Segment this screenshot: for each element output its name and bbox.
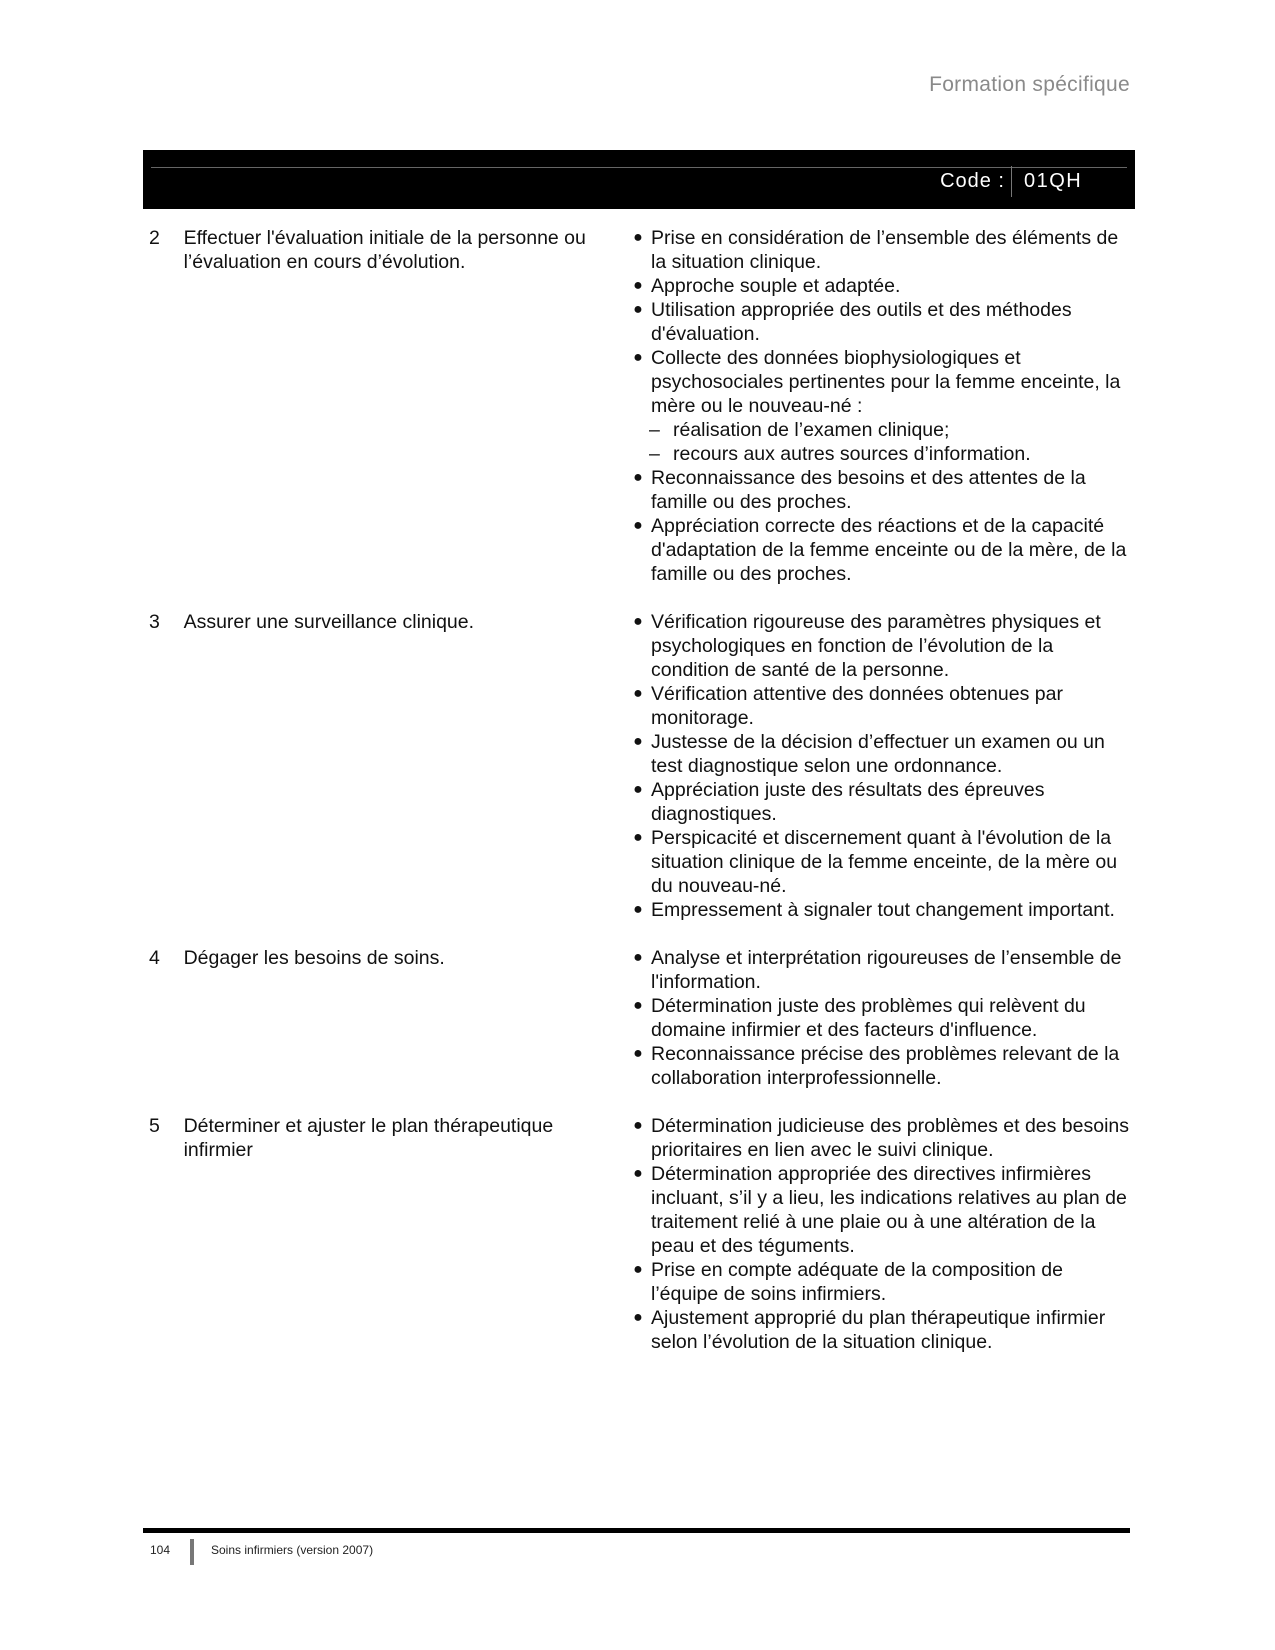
bullet-icon: ● [633, 469, 643, 486]
footer-divider [190, 1539, 194, 1565]
bullet-icon: ● [633, 349, 643, 366]
bullet-icon: ● [633, 277, 643, 294]
competency-table [143, 226, 1135, 1378]
element-text: Effectuer l'évaluation initiale de la personne ou l’évaluation en cours d’évolution. [183, 227, 586, 273]
code-bar-rule [151, 167, 1127, 168]
criteria-sub-item [649, 418, 1135, 442]
performance-criteria [623, 610, 1135, 922]
criteria-text: Détermination juste des problèmes qui relèvent du domaine infirmier et des facteurs d'influence. [651, 995, 1086, 1041]
criteria-text: Reconnaissance des besoins et des attentes de la famille ou des proches. [651, 467, 1086, 513]
performance-criteria [623, 1114, 1135, 1354]
criteria-item [623, 610, 1135, 682]
criteria-text: Justesse de la décision d’effectuer un examen ou un test diagnostique selon une ordonnance. [651, 731, 1105, 777]
criteria-text: Collecte des données biophysiologiques et psychosociales pertinentes pour la femme enceinte, la mère ou le nouveau-né : [651, 347, 1121, 417]
criteria-text: Approche souple et adaptée. [651, 275, 901, 297]
criteria-text: Appréciation juste des résultats des épreuves diagnostiques. [651, 779, 1045, 825]
bullet-icon: ● [633, 781, 643, 798]
bullet-icon: ● [633, 229, 643, 246]
criteria-text: Détermination judicieuse des problèmes et des besoins prioritaires en lien avec le suivi clinique. [651, 1115, 1130, 1161]
code-value: 01QH [1011, 166, 1115, 197]
element-number: 5 [149, 1115, 160, 1137]
criteria-item [623, 778, 1135, 826]
element-text: Déterminer et ajuster le plan thérapeutique infirmier [183, 1115, 554, 1161]
competency-element [143, 946, 623, 1090]
bullet-icon: ● [633, 829, 643, 846]
bullet-icon: ● [633, 997, 643, 1014]
criteria-item [623, 1114, 1135, 1162]
bullet-icon: ● [633, 613, 643, 630]
bullet-icon: ● [633, 1261, 643, 1278]
code-bar [143, 150, 1135, 209]
footer-doc-title: Soins infirmiers (version 2007) [211, 1543, 374, 1557]
page-number: 104 [150, 1543, 171, 1557]
table-row [143, 1114, 1135, 1354]
table-row [143, 226, 1135, 586]
criteria-item [623, 274, 1135, 298]
code-label: Code : [940, 170, 1005, 192]
sub-item-text: réalisation de l’examen clinique; [673, 419, 950, 441]
criteria-item [623, 346, 1135, 418]
criteria-item [623, 1042, 1135, 1090]
criteria-text: Appréciation correcte des réactions et de la capacité d'adaptation de la femme enceinte ou de la mère, de la famille ou des proches. [651, 515, 1127, 585]
table-row [143, 946, 1135, 1090]
criteria-text: Empressement à signaler tout changement important. [651, 899, 1115, 921]
criteria-item [623, 946, 1135, 994]
criteria-text: Prise en considération de l’ensemble des éléments de la situation clinique. [651, 227, 1119, 273]
dash-icon: – [649, 419, 660, 441]
sub-item-text: recours aux autres sources d’information. [673, 443, 1031, 465]
criteria-item [623, 826, 1135, 898]
element-number: 2 [149, 227, 160, 249]
element-text: Assurer une surveillance clinique. [183, 611, 475, 633]
performance-criteria [623, 946, 1135, 1090]
criteria-text: Vérification rigoureuse des paramètres physiques et psychologiques en fonction de l’évolution de la condition de santé de la personne. [651, 611, 1101, 681]
criteria-text: Utilisation appropriée des outils et des méthodes d'évaluation. [651, 299, 1072, 345]
criteria-item [623, 1162, 1135, 1258]
criteria-item [623, 1306, 1135, 1354]
competency-element [143, 226, 623, 586]
criteria-text: Perspicacité et discernement quant à l'évolution de la situation clinique de la femme enceinte, de la mère ou du nouveau-né. [651, 827, 1118, 897]
criteria-text: Ajustement approprié du plan thérapeutique infirmier selon l’évolution de la situation clinique. [651, 1307, 1106, 1353]
criteria-item [623, 730, 1135, 778]
bullet-icon: ● [633, 1165, 643, 1182]
criteria-item [623, 898, 1135, 922]
criteria-text: Prise en compte adéquate de la composition de l’équipe de soins infirmiers. [651, 1259, 1063, 1305]
criteria-text: Vérification attentive des données obtenues par monitorage. [651, 683, 1063, 729]
footer-rule [143, 1528, 1130, 1533]
running-head: Formation spécifique [929, 73, 1130, 96]
competency-element [143, 610, 623, 922]
bullet-icon: ● [633, 1309, 643, 1326]
criteria-item [623, 226, 1135, 274]
criteria-text: Détermination appropriée des directives infirmières incluant, s’il y a lieu, les indications relatives au plan de traitement relié à une plaie ou à une altération de la peau et des téguments. [651, 1163, 1127, 1257]
criteria-text: Reconnaissance précise des problèmes relevant de la collaboration interprofessionnelle. [651, 1043, 1120, 1089]
element-number: 4 [149, 947, 160, 969]
bullet-icon: ● [633, 1045, 643, 1062]
criteria-item [623, 514, 1135, 586]
dash-icon: – [649, 443, 660, 465]
criteria-sub-item [649, 442, 1135, 466]
bullet-icon: ● [633, 901, 643, 918]
bullet-icon: ● [633, 949, 643, 966]
element-number: 3 [149, 611, 160, 633]
bullet-icon: ● [633, 301, 643, 318]
criteria-item [623, 994, 1135, 1042]
bullet-icon: ● [633, 733, 643, 750]
criteria-text: Analyse et interprétation rigoureuses de l’ensemble de l'information. [651, 947, 1122, 993]
element-text: Dégager les besoins de soins. [183, 947, 445, 969]
criteria-item [623, 1258, 1135, 1306]
performance-criteria [623, 226, 1135, 586]
bullet-icon: ● [633, 517, 643, 534]
bullet-icon: ● [633, 685, 643, 702]
bullet-icon: ● [633, 1117, 643, 1134]
criteria-item [623, 298, 1135, 346]
competency-element [143, 1114, 623, 1354]
table-row [143, 610, 1135, 922]
criteria-item [623, 682, 1135, 730]
criteria-item [623, 466, 1135, 514]
